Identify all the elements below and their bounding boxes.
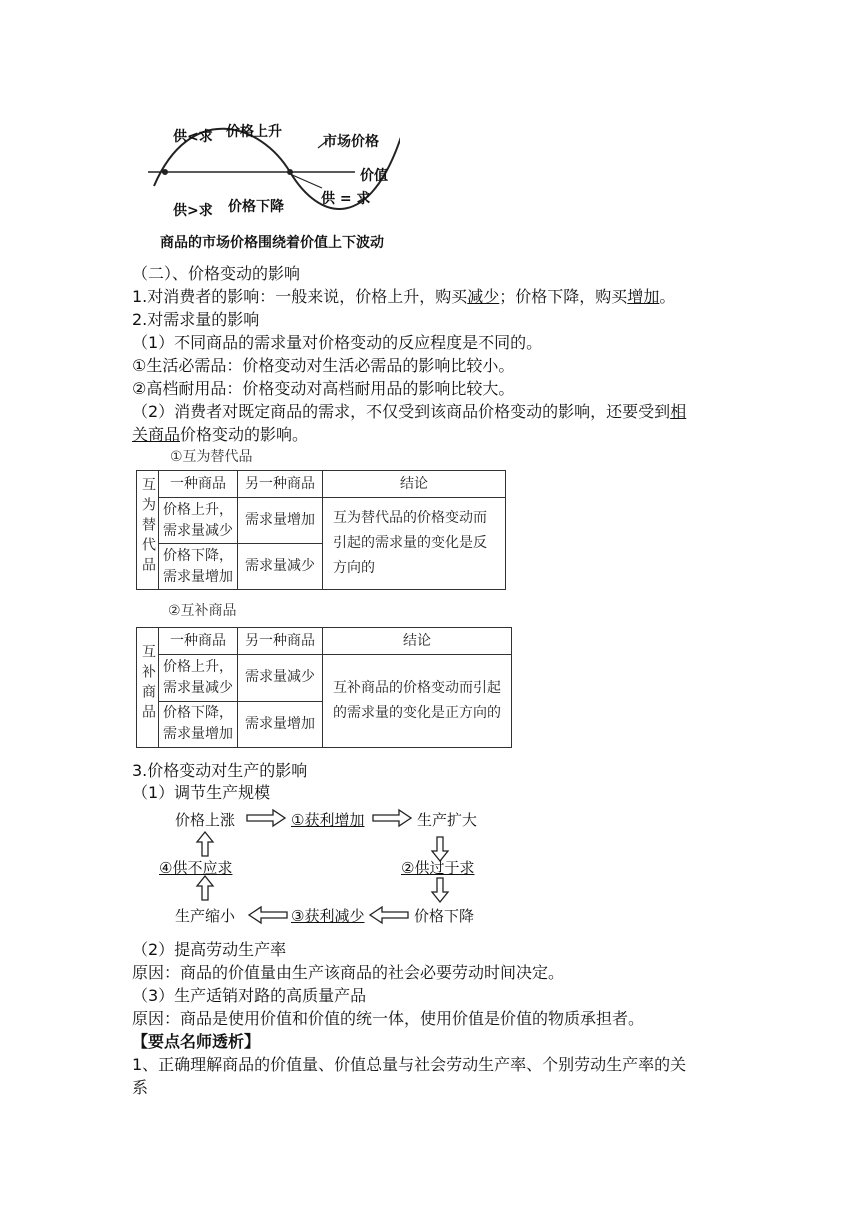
- paragraph-demand-necessities: ①生活必需品：价格变动对生活必需品的影响比较小。: [132, 356, 515, 375]
- arrow-up-icon: [197, 832, 213, 856]
- flow-short-supply: ④供不应求: [159, 859, 233, 877]
- paragraph-reason-2: 原因：商品是使用价值和价值的统一体，使用价值是价值的物质承担者。: [132, 1009, 645, 1028]
- table-header: 一种商品: [159, 628, 238, 655]
- graph-label-market-price: 市场价格: [323, 134, 379, 150]
- paragraph-productivity: （2）提高劳动生产率: [132, 940, 287, 959]
- arrow-up-icon: [197, 876, 213, 900]
- arrow-left-icon: [249, 907, 287, 923]
- table-cell: 价格上升，需求量减少: [159, 498, 238, 544]
- paragraph-demand-durables: ②高档耐用品：价格变动对高档耐用品的影响比较大。: [132, 379, 515, 398]
- table-substitutes: [136, 470, 506, 590]
- table-complements-label: ②互补商品: [168, 603, 237, 619]
- paragraph-demand-2: （2）消费者对既定商品的需求，不仅受到该商品价格变动的影响，还要受到相: [132, 402, 687, 421]
- graph-label-price-rise: 价格上升: [226, 124, 282, 140]
- paragraph-consumer: 1.对消费者的影响：一般来说，价格上升，购买减少；价格下降，购买增加。: [132, 287, 676, 306]
- table-side-label: 互补商品: [137, 628, 159, 748]
- arrow-right-icon: [247, 810, 285, 826]
- table-header: 结论: [323, 471, 506, 498]
- table-cell: 需求量增加: [238, 701, 323, 748]
- key-points-title: 【要点名师透析】: [132, 1032, 261, 1051]
- paragraph-demand-1: （1）不同商品的需求量对价格变动的反应程度是不同的。: [132, 333, 543, 352]
- table-cell: 价格下降，需求量增加: [159, 701, 238, 748]
- table-cell: 需求量增加: [238, 498, 323, 544]
- table-header: 结论: [323, 628, 512, 655]
- table-cell: 价格下降，需求量增加: [159, 544, 238, 590]
- paragraph-reason-1: 原因：商品的价值量由生产该商品的社会必要劳动时间决定。: [132, 963, 565, 982]
- table-header: 另一种商品: [238, 471, 323, 498]
- table-header: 一种商品: [159, 471, 238, 498]
- flow-over-supply: ②供过于求: [401, 859, 475, 877]
- table-conclusion: 互补商品的价格变动而引起的需求量的变化是正方向的: [323, 655, 512, 748]
- flow-profit-down: ③获利减少: [291, 907, 365, 925]
- graph-label-value: 价值: [360, 168, 388, 184]
- graph-label-supply-lt-demand: 供<求: [173, 129, 213, 145]
- paragraph-demand-title: 2.对需求量的影响: [132, 310, 260, 329]
- equilibrium-point: [162, 169, 168, 175]
- arrow-left-icon: [370, 907, 408, 923]
- flow-shrink: 生产缩小: [175, 907, 236, 925]
- flow-price-up: 价格上涨: [175, 811, 236, 829]
- table-cell: 需求量减少: [238, 544, 323, 590]
- arrow-down-icon: [432, 878, 448, 902]
- section-title: （二）、价格变动的影响: [132, 264, 301, 283]
- arrow-right-icon: [373, 810, 411, 826]
- flow-price-down: 价格下降: [414, 907, 475, 925]
- table-substitutes-label: ①互为替代品: [170, 449, 253, 465]
- paragraph-demand-2-cont: 关商品价格变动的影响。: [132, 425, 309, 444]
- paragraph-production-title: 3.价格变动对生产的影响: [132, 761, 308, 780]
- graph-label-price-fall: 价格下降: [228, 199, 284, 215]
- key-points-line-2: 系: [132, 1078, 149, 1097]
- flow-profit-up: ①获利增加: [291, 811, 365, 829]
- table-cell: 需求量减少: [238, 655, 323, 702]
- graph-caption: 商品的市场价格围绕着价值上下波动: [160, 235, 384, 251]
- graph-label-supply-gt-demand: 供>求: [173, 203, 213, 219]
- paragraph-quality: （3）生产适销对路的高质量产品: [132, 986, 367, 1005]
- paragraph-production-scale: （1）调节生产规模: [132, 783, 271, 802]
- table-complements: [136, 627, 512, 748]
- key-points-line-1: 1、正确理解商品的价值量、价值总量与社会劳动生产率、个别劳动生产率的关: [132, 1055, 687, 1074]
- table-side-label: 互为替代品: [137, 471, 159, 590]
- table-header: 另一种商品: [238, 628, 323, 655]
- graph-label-equal: 供 = 求: [321, 191, 371, 207]
- table-cell: 价格上升，需求量减少: [159, 655, 238, 702]
- flow-expand: 生产扩大: [417, 811, 478, 829]
- table-conclusion: 互为替代品的价格变动而引起的需求量的变化是反方向的: [323, 498, 506, 590]
